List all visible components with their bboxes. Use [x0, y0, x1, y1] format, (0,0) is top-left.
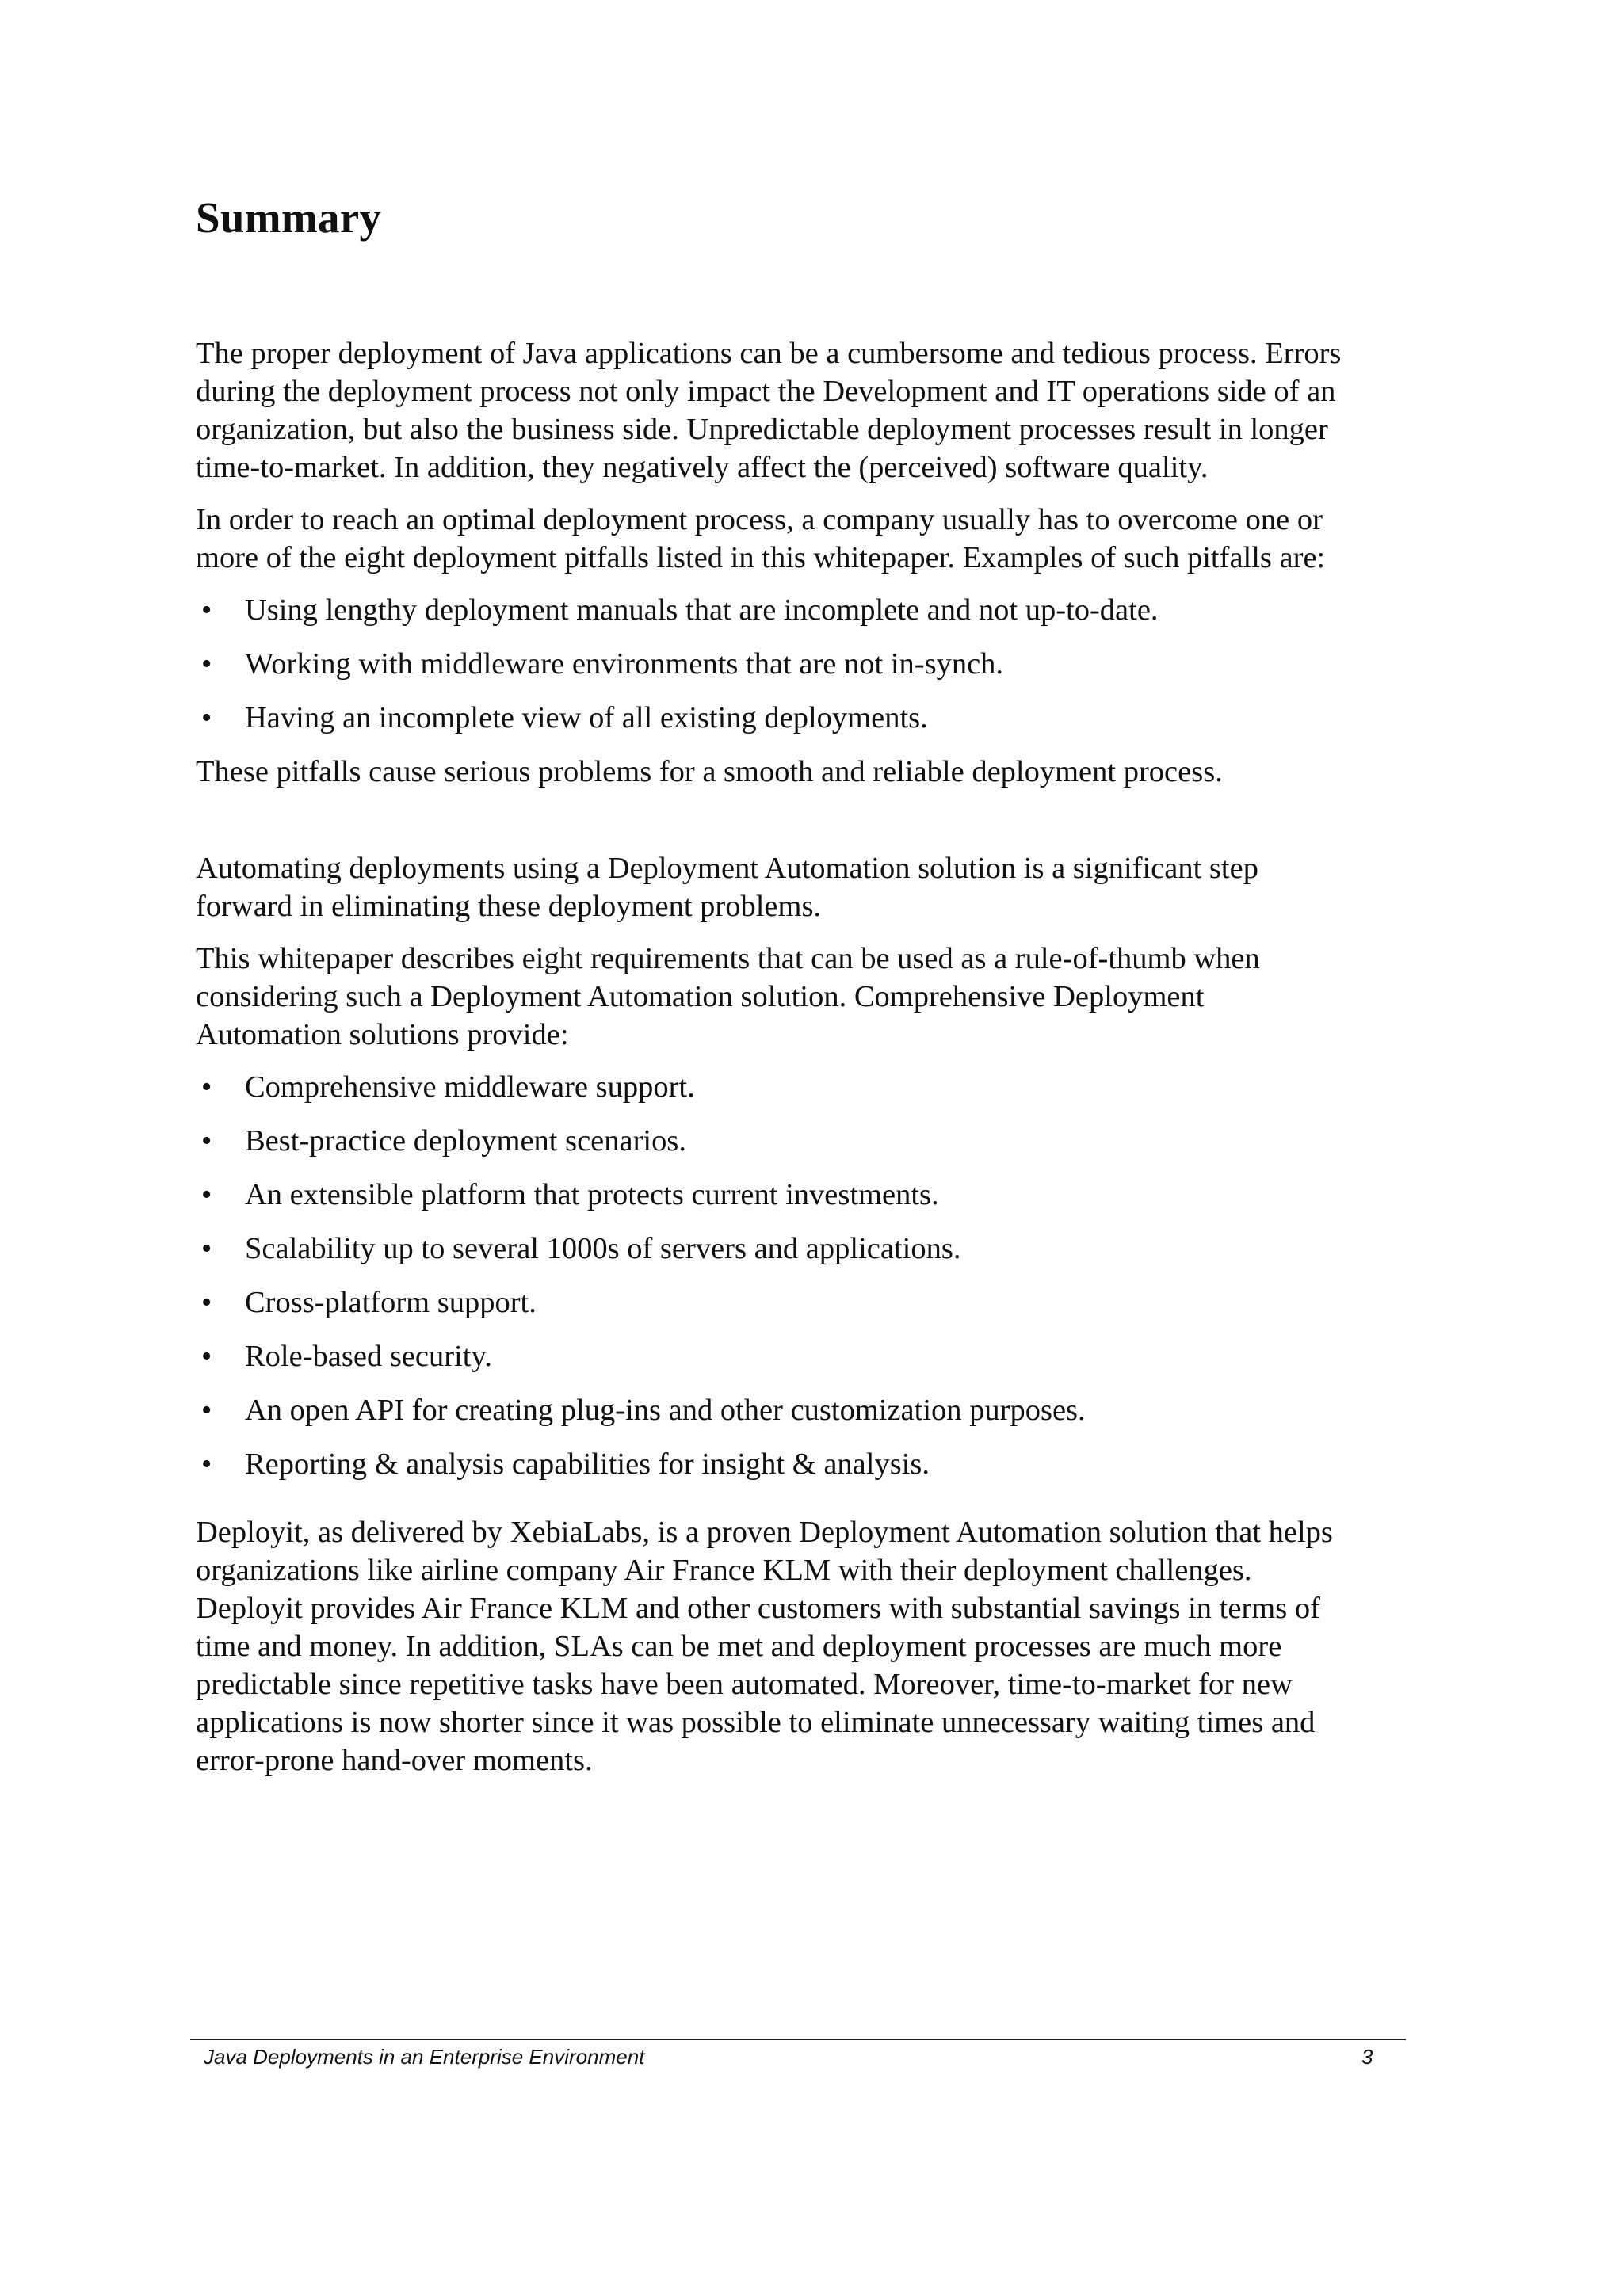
pitfall-item [196, 645, 1448, 683]
bullet-icon: • [201, 647, 212, 681]
bullet-icon: • [201, 593, 212, 627]
bullet-icon: • [201, 1394, 212, 1427]
requirements-list [196, 1068, 1448, 1483]
requirement-item-text: An open API for creating plug-ins and other customization purposes. [245, 1394, 1086, 1427]
pitfall-item-text: Using lengthy deployment manuals that are incomplete and not up-to-date. [245, 593, 1159, 627]
bullet-icon: • [201, 701, 212, 734]
footer-title: Java Deployments in an Enterprise Environment [204, 2045, 645, 2069]
requirement-item-text: Scalability up to several 1000s of servers and applications. [245, 1232, 961, 1265]
requirement-item [196, 1122, 1448, 1160]
automation-paragraph-2: This whitepaper describes eight requirements that can be used as a rule-of-thumb when considering such a Deployment Automation solution. Comprehensive Deployment Automation solutions provide: [196, 942, 1260, 1051]
pitfall-item [196, 591, 1448, 629]
bullet-icon: • [201, 1286, 212, 1319]
requirement-item [196, 1176, 1448, 1214]
requirement-item-text: Reporting & analysis capabilities for insight & analysis. [245, 1447, 930, 1481]
pitfalls-conclusion: These pitfalls cause serious problems for a smooth and reliable deployment process. [196, 755, 1223, 788]
requirement-item-text: Cross-platform support. [245, 1286, 537, 1319]
bullet-icon: • [201, 1447, 212, 1481]
footer-page-number: 3 [1361, 2045, 1373, 2069]
requirement-item-text: Comprehensive middleware support. [245, 1070, 695, 1104]
closing-paragraph: Deployit, as delivered by XebiaLabs, is a proven Deployment Automation solution that helps organizations like airline company Air France KLM with their deployment challenges. Deployit provides Air France KLM and other customers with substantial savings in terms of time and money. In addition, SLAs can be met and deployment processes are much more predictable since repetitive tasks have been automated. Moreover, time-to-market for new applications is now shorter since it was possible to eliminate unnecessary waiting times and error-prone hand-over moments. [196, 1516, 1333, 1777]
automation-paragraph-1: Automating deployments using a Deployment Automation solution is a significant step forward in eliminating these deployment problems. [196, 852, 1258, 923]
requirement-item-text: An extensible platform that protects current investments. [245, 1178, 939, 1211]
intro-paragraph-2: In order to reach an optimal deployment process, a company usually has to overcome one or more of the eight deployment pitfalls listed in this whitepaper. Examples of such pitfalls are: [196, 503, 1326, 574]
bullet-icon: • [201, 1340, 212, 1373]
pitfall-item-text: Having an incomplete view of all existing deployments. [245, 701, 928, 734]
intro-paragraph-1: The proper deployment of Java applications can be a cumbersome and tedious process. Errors during the deployment process not only impact the Development and IT operations side of an organization, but also the business side. Unpredictable deployment processes result in longer time-to-market. In addition, they negatively affect the (perceived) software quality. [196, 337, 1342, 484]
footer-divider [190, 2039, 1406, 2040]
pitfall-item [196, 699, 1448, 737]
requirement-item-text: Role-based security. [245, 1340, 492, 1373]
requirement-item [196, 1230, 1448, 1268]
pitfall-item-text: Working with middleware environments that are not in-synch. [245, 647, 1004, 681]
bullet-icon: • [201, 1070, 212, 1104]
requirement-item [196, 1337, 1448, 1375]
page-title: Summary [196, 193, 382, 242]
requirement-item-text: Best-practice deployment scenarios. [245, 1124, 686, 1158]
requirement-item [196, 1445, 1448, 1483]
requirement-item [196, 1391, 1448, 1429]
page-content [196, 190, 1448, 1779]
requirement-item [196, 1068, 1448, 1106]
bullet-icon: • [201, 1124, 212, 1158]
pitfalls-list [196, 591, 1448, 737]
bullet-icon: • [201, 1232, 212, 1265]
bullet-icon: • [201, 1178, 212, 1211]
requirement-item [196, 1283, 1448, 1322]
